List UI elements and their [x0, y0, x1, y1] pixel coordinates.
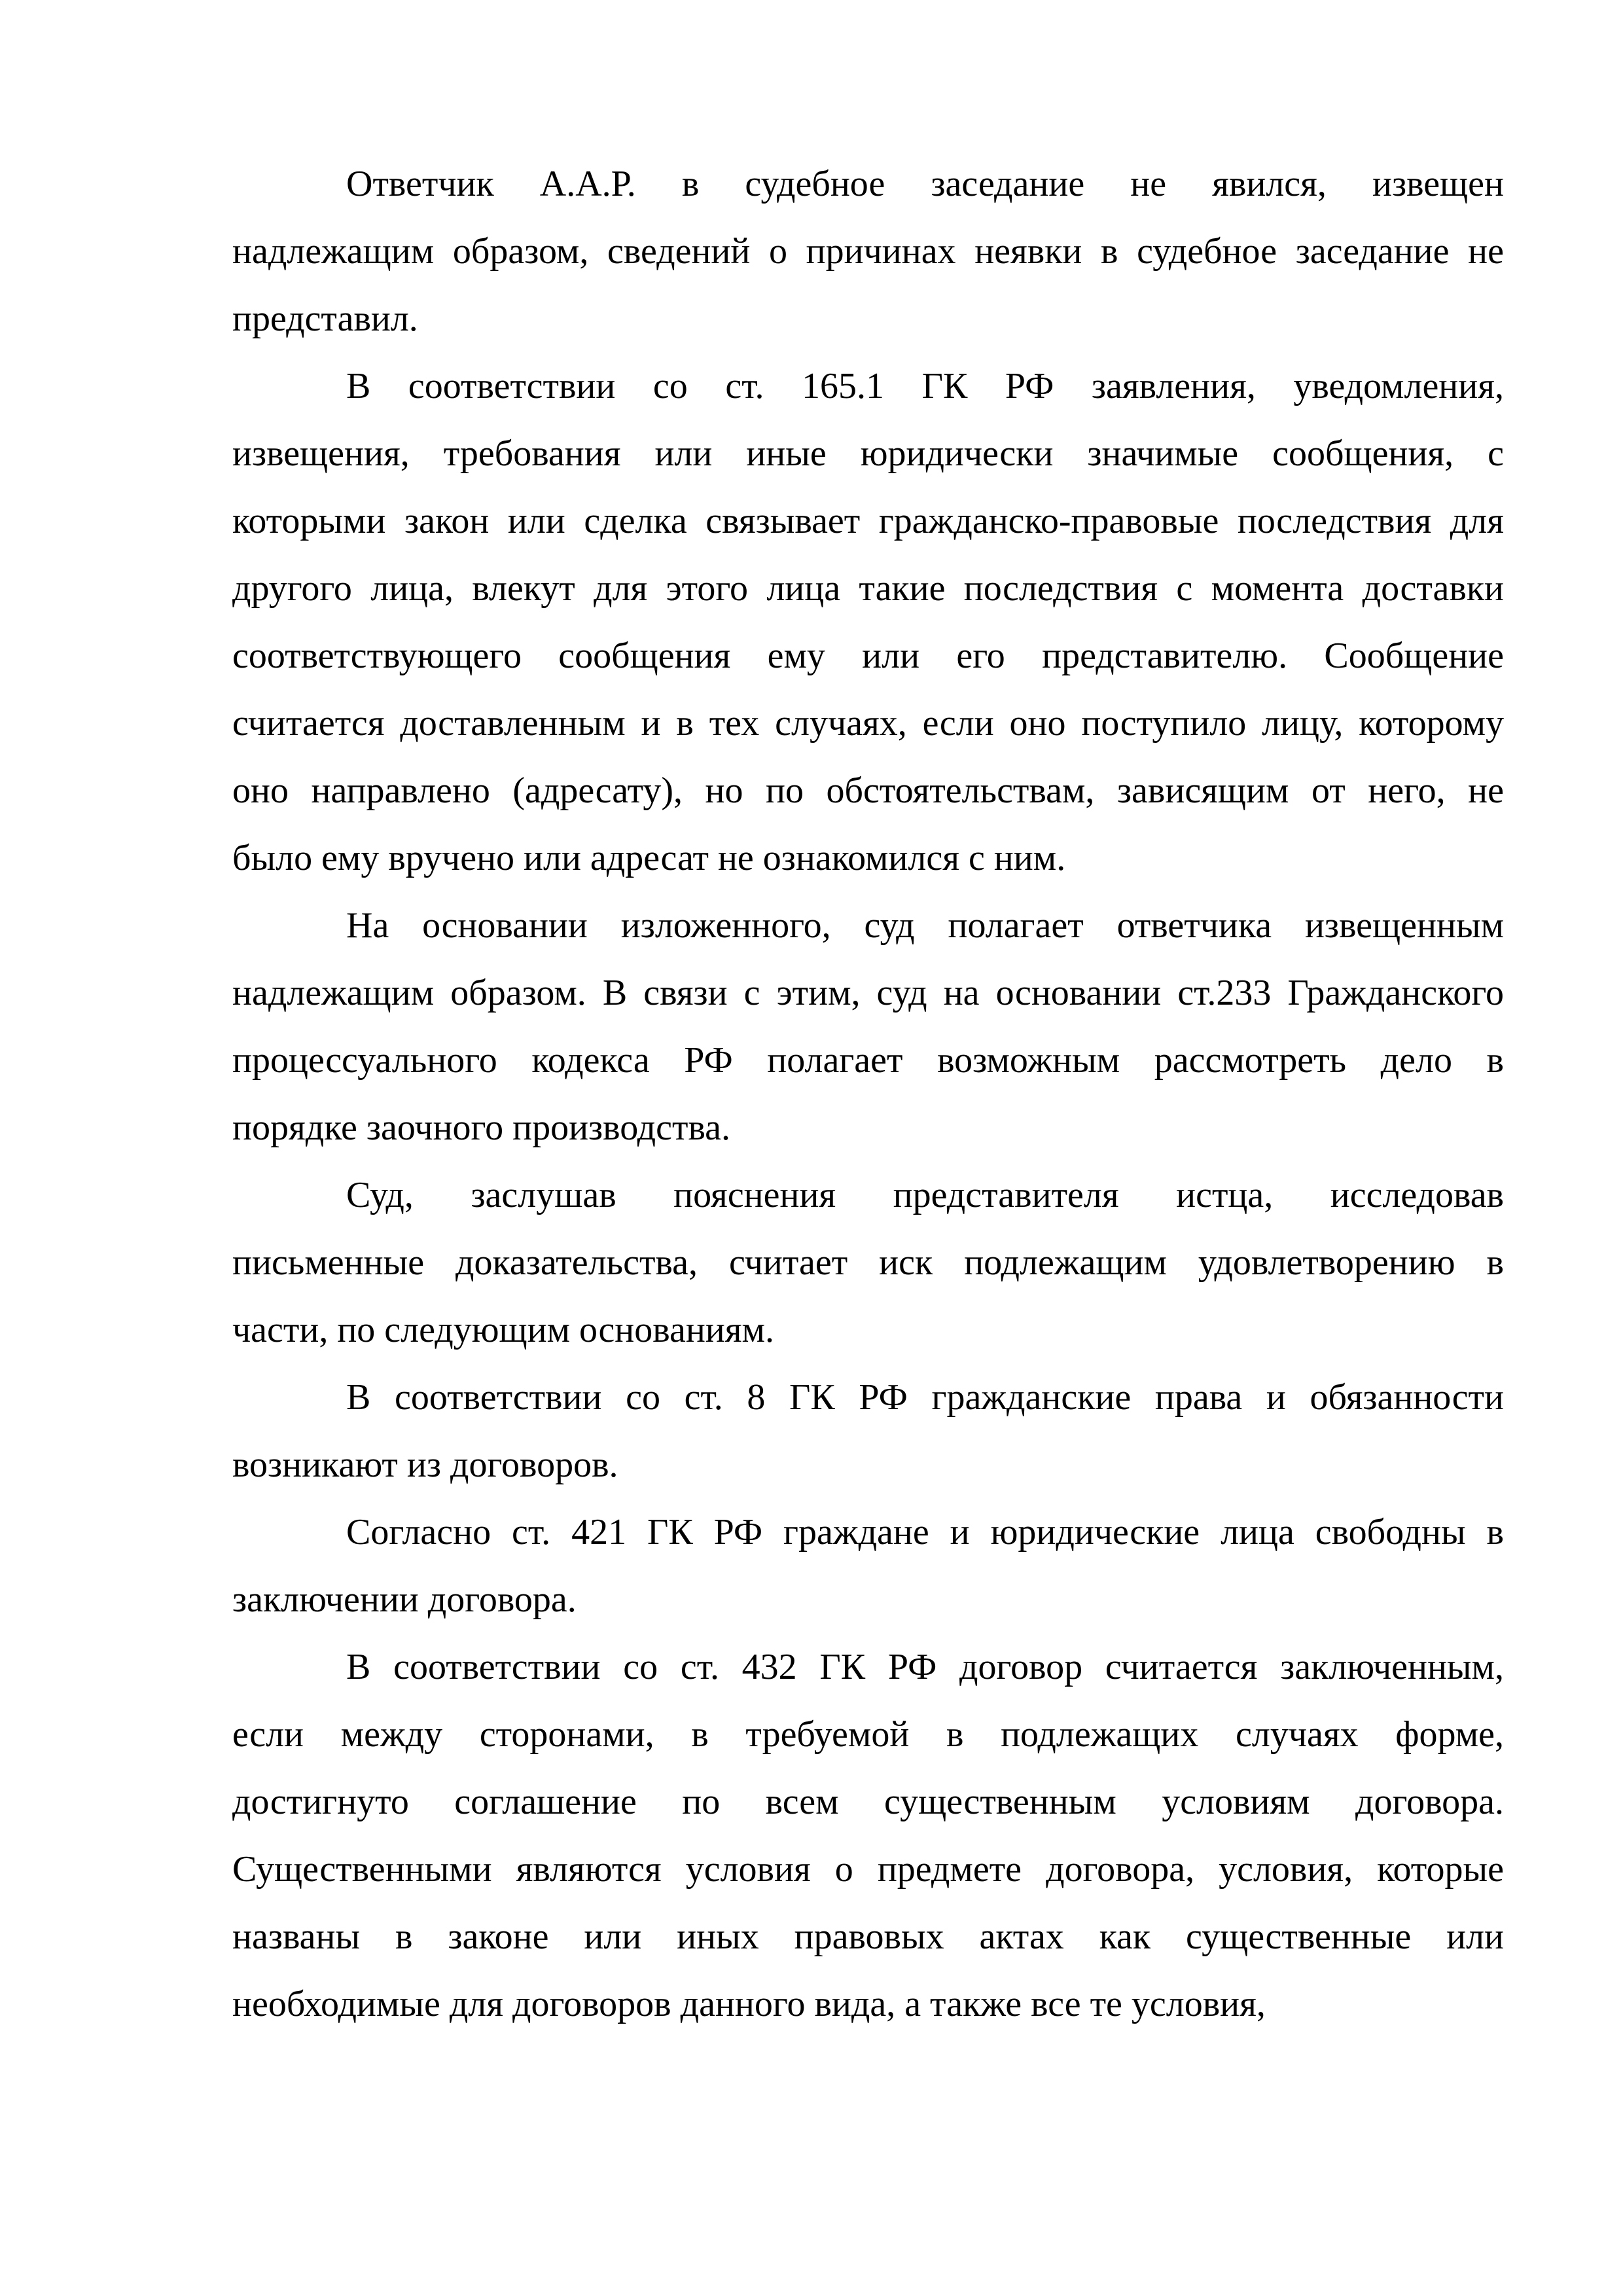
text-line: которыми закон или сделка связывает гражданско-правовые последствия для: [232, 501, 1504, 541]
text-line: возникают из договоров.: [232, 1444, 618, 1485]
text-line: Существенными являются условия о предмете договора, условия, которые: [232, 1849, 1504, 1890]
text-line: считается доставленным и в тех случаях, если оно поступило лицу, которому: [232, 703, 1504, 744]
text-line: В соответствии со ст. 8 ГК РФ гражданские права и обязанности: [346, 1377, 1504, 1418]
text-line: достигнуто соглашение по всем существенным условиям договора.: [232, 1782, 1504, 1822]
text-line: надлежащим образом. В связи с этим, суд на основании ст.233 Гражданского: [232, 973, 1504, 1013]
paragraph: [232, 1364, 1504, 1499]
text-line: заключении договора.: [232, 1579, 577, 1620]
paragraph: [232, 1634, 1504, 2038]
text-line: представил.: [232, 298, 418, 339]
document-body: [232, 151, 1504, 2038]
text-line: необходимые для договоров данного вида, а также все те условия,: [232, 1984, 1266, 2024]
text-line: Ответчик А.А.Р. в судебное заседание не явился, извещен: [346, 164, 1504, 204]
paragraph: [232, 1499, 1504, 1634]
text-line: было ему вручено или адресат не ознакомился с ним.: [232, 838, 1066, 878]
text-line: соответствующего сообщения ему или его представителю. Сообщение: [232, 636, 1504, 676]
text-line: На основании изложенного, суд полагает ответчика извещенным: [346, 905, 1504, 946]
text-line: части, по следующим основаниям.: [232, 1310, 774, 1350]
text-line: другого лица, влекут для этого лица такие последствия с момента доставки: [232, 568, 1504, 609]
text-line: письменные доказательства, считает иск подлежащим удовлетворению в: [232, 1242, 1504, 1283]
text-line: Согласно ст. 421 ГК РФ граждане и юридические лица свободны в: [346, 1512, 1504, 1552]
paragraph: [232, 1162, 1504, 1364]
text-line: оно направлено (адресату), но по обстоятельствам, зависящим от него, не: [232, 770, 1504, 811]
text-line: надлежащим образом, сведений о причинах неявки в судебное заседание не: [232, 231, 1504, 272]
text-line: порядке заочного производства.: [232, 1107, 731, 1148]
text-line: извещения, требования или иные юридически значимые сообщения, с: [232, 433, 1504, 474]
text-line: процессуального кодекса РФ полагает возможным рассмотреть дело в: [232, 1040, 1504, 1081]
text-line: если между сторонами, в требуемой в подлежащих случаях форме,: [232, 1714, 1504, 1755]
text-line: В соответствии со ст. 432 ГК РФ договор считается заключенным,: [346, 1647, 1504, 1687]
text-line: Суд, заслушав пояснения представителя истца, исследовав: [346, 1175, 1504, 1215]
paragraph: [232, 353, 1504, 892]
text-line: В соответствии со ст. 165.1 ГК РФ заявления, уведомления,: [346, 366, 1504, 406]
paragraph: [232, 892, 1504, 1162]
text-line: названы в законе или иных правовых актах как существенные или: [232, 1916, 1504, 1957]
paragraph: [232, 151, 1504, 353]
